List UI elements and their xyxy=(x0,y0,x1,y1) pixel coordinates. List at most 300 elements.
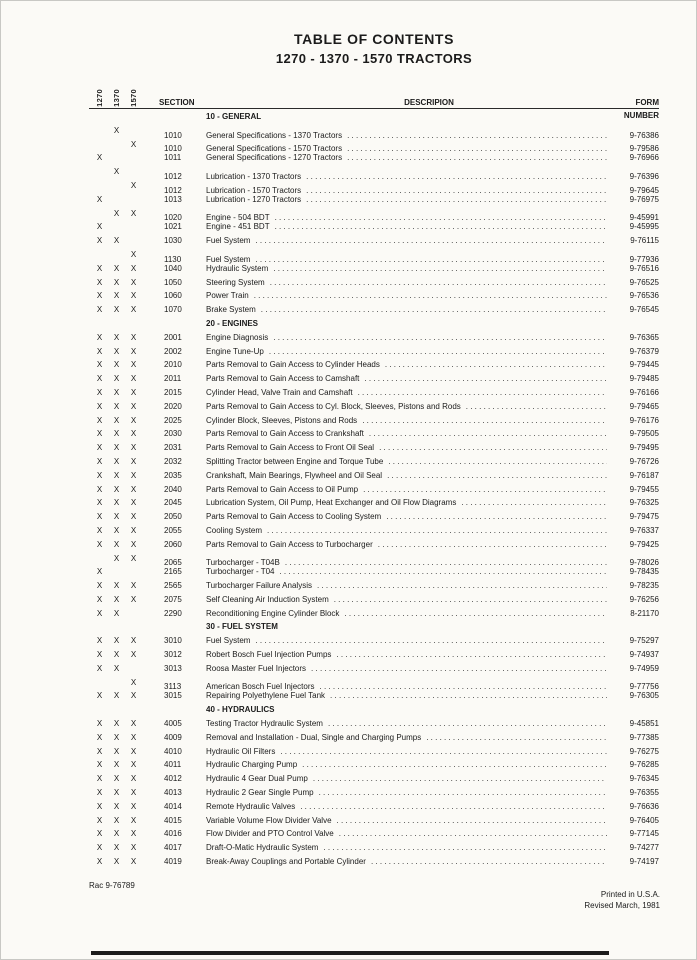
x-blank xyxy=(91,165,108,179)
toc-row xyxy=(89,579,659,593)
section-number: 2011 xyxy=(164,374,182,384)
entry-description: Hydraulic 2 Gear Single Pump xyxy=(206,788,314,798)
toc-row xyxy=(89,386,659,400)
form-number: 9-76166 xyxy=(629,387,659,397)
x-mark: X xyxy=(130,263,137,273)
dot-leader xyxy=(378,538,607,552)
entry-description: Engine Diagnosis xyxy=(206,332,269,342)
toc-row xyxy=(89,414,659,428)
x-mark: X xyxy=(96,277,103,287)
form-number: 9-74937 xyxy=(629,650,659,660)
form-number: 9-79425 xyxy=(629,539,659,549)
dot-leader xyxy=(269,345,607,359)
group-heading-text: 40 - HYDRAULICS xyxy=(206,705,275,715)
dot-leader xyxy=(275,220,607,234)
form-number: 9-78026 xyxy=(629,558,659,568)
dot-leader xyxy=(336,648,607,662)
model-flags xyxy=(89,455,145,469)
x-mark: X xyxy=(113,539,120,549)
model-flags xyxy=(89,386,145,400)
x-mark: X xyxy=(96,581,103,591)
x-mark: X xyxy=(96,650,103,660)
form-number: 9-79465 xyxy=(629,401,659,411)
x-mark: X xyxy=(96,401,103,411)
section-number: 2001 xyxy=(164,332,182,342)
toc-row xyxy=(89,593,659,607)
toc-row xyxy=(89,124,659,138)
model-flags xyxy=(89,786,145,800)
dot-leader xyxy=(323,841,607,855)
section-number: 2020 xyxy=(164,401,182,411)
x-mark: X xyxy=(130,498,137,508)
dot-leader xyxy=(385,358,607,372)
x-blank xyxy=(125,220,142,234)
entry-description: Variable Volume Flow Divider Valve xyxy=(206,815,332,825)
model-flags xyxy=(89,165,145,179)
x-blank xyxy=(125,151,142,165)
toc-row xyxy=(89,510,659,524)
toc-row xyxy=(89,441,659,455)
x-mark: X xyxy=(96,415,103,425)
form-number: 9-79645 xyxy=(629,185,659,195)
section-number: 1013 xyxy=(164,194,182,204)
section-number: 1030 xyxy=(164,236,182,246)
x-blank xyxy=(125,124,142,138)
form-number: 9-76285 xyxy=(629,760,659,770)
column-header-section: SECTION xyxy=(159,98,195,107)
dot-leader xyxy=(371,855,607,869)
section-number: 1050 xyxy=(164,277,182,287)
x-mark: X xyxy=(113,525,120,535)
dot-leader xyxy=(369,427,607,441)
dot-leader xyxy=(280,745,607,759)
x-mark: X xyxy=(130,443,137,453)
x-blank xyxy=(125,607,142,621)
x-mark: X xyxy=(113,553,120,563)
x-mark: X xyxy=(96,236,103,246)
model-flags xyxy=(89,372,145,386)
form-number: 9-76115 xyxy=(630,236,659,246)
dot-leader xyxy=(273,262,607,276)
x-mark: X xyxy=(130,760,137,770)
entry-description: Cylinder Block, Sleeves, Pistons and Rods xyxy=(206,415,358,425)
model-flags xyxy=(89,345,145,359)
toc-row xyxy=(89,717,659,731)
x-mark: X xyxy=(130,332,137,342)
x-mark: X xyxy=(130,429,137,439)
form-number: 9-77385 xyxy=(629,732,659,742)
group-heading-text: 20 - ENGINES xyxy=(206,318,259,328)
form-number: 9-79586 xyxy=(629,144,659,154)
section-number: 4015 xyxy=(164,815,182,825)
x-mark: X xyxy=(130,581,137,591)
x-blank xyxy=(125,662,142,676)
section-number: 4017 xyxy=(164,843,182,853)
section-number: 2290 xyxy=(164,608,182,618)
x-blank xyxy=(125,165,142,179)
page-title: TABLE OF CONTENTS xyxy=(293,31,455,47)
form-number: 9-76256 xyxy=(629,594,659,604)
form-number: 9-76379 xyxy=(629,346,659,356)
model-flags xyxy=(89,648,145,662)
footer-print-info xyxy=(584,890,660,911)
form-number: 9-45995 xyxy=(629,222,659,232)
toc-row xyxy=(89,276,659,290)
section-number: 3010 xyxy=(164,636,182,646)
toc-row xyxy=(89,207,659,221)
x-blank xyxy=(91,124,108,138)
section-number: 2025 xyxy=(164,415,182,425)
dot-leader xyxy=(358,386,607,400)
x-mark: X xyxy=(113,732,120,742)
model-flags xyxy=(89,689,145,703)
dot-leader xyxy=(466,400,607,414)
page-subtitle: 1270 - 1370 - 1570 TRACTORS xyxy=(275,51,473,66)
form-number: 9-76187 xyxy=(629,470,659,480)
x-blank xyxy=(108,151,125,165)
x-mark: X xyxy=(113,774,120,784)
form-number: 9-75297 xyxy=(629,636,659,646)
x-mark: X xyxy=(113,719,120,729)
dot-leader xyxy=(339,827,607,841)
x-mark: X xyxy=(113,843,120,853)
section-number: 2050 xyxy=(164,512,182,522)
x-blank xyxy=(108,193,125,207)
entry-description: General Specifications - 1270 Tractors xyxy=(206,153,343,163)
model-column-headers xyxy=(91,80,142,107)
x-blank xyxy=(91,207,108,221)
x-mark: X xyxy=(96,691,103,701)
toc-row xyxy=(89,483,659,497)
x-mark: X xyxy=(130,512,137,522)
dot-leader xyxy=(461,496,607,510)
section-number: 2060 xyxy=(164,539,182,549)
model-flags xyxy=(89,772,145,786)
x-mark: X xyxy=(96,525,103,535)
model-flags xyxy=(89,207,145,221)
x-mark: X xyxy=(96,774,103,784)
x-mark: X xyxy=(96,801,103,811)
section-number: 2045 xyxy=(164,498,182,508)
entry-description: Fuel System xyxy=(206,236,251,246)
entry-description: American Bosch Fuel Injectors xyxy=(206,682,315,692)
model-flags xyxy=(89,289,145,303)
toc-row xyxy=(89,455,659,469)
form-number: 9-79455 xyxy=(629,484,659,494)
x-mark: X xyxy=(113,236,120,246)
x-blank xyxy=(91,676,108,690)
entry-description: Cooling System xyxy=(206,525,263,535)
entry-description: Steering System xyxy=(206,277,265,287)
dot-leader xyxy=(300,800,607,814)
x-mark: X xyxy=(96,291,103,301)
entry-description: Robert Bosch Fuel Injection Pumps xyxy=(206,650,332,660)
model-column-1270 xyxy=(91,80,108,107)
entry-description: Remote Hydraulic Valves xyxy=(206,801,296,811)
x-mark: X xyxy=(113,360,120,370)
toc-row xyxy=(89,427,659,441)
toc-row xyxy=(89,358,659,372)
toc-row xyxy=(89,331,659,345)
x-mark: X xyxy=(130,677,137,687)
entry-description: General Specifications - 1370 Tractors xyxy=(206,130,343,140)
model-flags xyxy=(89,358,145,372)
model-flags xyxy=(89,841,145,855)
dot-leader xyxy=(328,717,607,731)
x-mark: X xyxy=(113,581,120,591)
x-mark: X xyxy=(130,360,137,370)
x-mark: X xyxy=(130,470,137,480)
x-mark: X xyxy=(130,539,137,549)
model-flags xyxy=(89,524,145,538)
x-blank xyxy=(91,552,108,566)
group-heading-row xyxy=(89,110,659,124)
toc-row xyxy=(89,165,659,179)
x-mark: X xyxy=(130,553,137,563)
form-number: 9-74277 xyxy=(629,843,659,853)
toc-rows xyxy=(89,109,659,869)
toc-row xyxy=(89,234,659,248)
x-mark: X xyxy=(113,401,120,411)
section-number: 2002 xyxy=(164,346,182,356)
form-number: 9-79445 xyxy=(629,360,659,370)
x-mark: X xyxy=(96,194,103,204)
x-mark: X xyxy=(130,346,137,356)
section-number: 1021 xyxy=(164,222,182,232)
scan-artifact-bar xyxy=(91,951,609,955)
form-number: 9-76337 xyxy=(629,525,659,535)
x-blank xyxy=(108,179,125,193)
toc-row xyxy=(89,607,659,621)
section-number: 1011 xyxy=(164,153,182,163)
model-flags xyxy=(89,579,145,593)
model-flags xyxy=(89,538,145,552)
dot-leader xyxy=(362,414,607,428)
entry-description: Parts Removal to Gain Access to Cyl. Block, Sleeves, Pistons and Rods xyxy=(206,401,461,411)
x-mark: X xyxy=(130,857,137,867)
form-number: 9-78435 xyxy=(629,567,659,577)
section-number: 4010 xyxy=(164,746,182,756)
entry-description: Engine - 504 BDT xyxy=(206,213,270,223)
x-blank xyxy=(125,193,142,207)
x-mark: X xyxy=(130,594,137,604)
model-flags xyxy=(89,662,145,676)
model-flags xyxy=(89,827,145,841)
dot-leader xyxy=(337,814,607,828)
form-number: 9-76345 xyxy=(629,774,659,784)
section-number: 2032 xyxy=(164,456,182,466)
column-header-description: DESCRIPION xyxy=(404,98,454,107)
entry-description: Power Train xyxy=(206,291,249,301)
x-mark: X xyxy=(96,332,103,342)
x-mark: X xyxy=(96,429,103,439)
form-number: 9-76966 xyxy=(629,153,659,163)
x-mark: X xyxy=(96,608,103,618)
x-mark: X xyxy=(130,305,137,315)
section-number: 2030 xyxy=(164,429,182,439)
model-flags xyxy=(89,565,145,579)
x-mark: X xyxy=(113,650,120,660)
x-mark: X xyxy=(130,746,137,756)
model-flags xyxy=(89,496,145,510)
section-number: 1070 xyxy=(164,305,182,315)
x-mark: X xyxy=(113,815,120,825)
form-number: 9-76525 xyxy=(629,277,659,287)
toc-row xyxy=(89,689,659,703)
dot-leader xyxy=(261,303,607,317)
x-mark: X xyxy=(113,346,120,356)
form-number: 9-76516 xyxy=(629,263,659,273)
form-number: 9-76536 xyxy=(629,291,659,301)
toc-row xyxy=(89,372,659,386)
entry-description: Lubrication System, Oil Pump, Heat Exchanger and Oil Flow Diagrams xyxy=(206,498,457,508)
x-blank xyxy=(108,565,125,579)
section-number: 4013 xyxy=(164,788,182,798)
form-number: 9-74197 xyxy=(629,857,659,867)
dot-leader xyxy=(279,565,607,579)
model-label-1270: 1270 xyxy=(95,89,104,107)
dot-leader xyxy=(254,289,607,303)
entry-description: Turbocharger - T04 xyxy=(206,567,275,577)
x-mark: X xyxy=(130,139,137,149)
model-flags xyxy=(89,593,145,607)
form-number: 9-77756 xyxy=(629,682,659,692)
dot-leader xyxy=(334,593,607,607)
form-number: 9-79505 xyxy=(629,429,659,439)
section-number: 1020 xyxy=(164,213,182,223)
entry-description: Parts Removal to Gain Access to Crankshaft xyxy=(206,429,364,439)
section-number: 3013 xyxy=(164,663,182,673)
x-mark: X xyxy=(113,374,120,384)
entry-description: Break-Away Couplings and Portable Cylinder xyxy=(206,857,366,867)
model-flags xyxy=(89,262,145,276)
group-heading-row xyxy=(89,317,659,331)
section-number: 4019 xyxy=(164,857,182,867)
dot-leader xyxy=(347,151,607,165)
form-number: 9-79485 xyxy=(629,374,659,384)
toc-row xyxy=(89,827,659,841)
entry-description: Engine Tune-Up xyxy=(206,346,264,356)
entry-description: Parts Removal to Gain Access to Cylinder Heads xyxy=(206,360,380,370)
model-flags xyxy=(89,220,145,234)
form-number: 9-45991 xyxy=(629,213,659,223)
x-mark: X xyxy=(113,415,120,425)
toc-row xyxy=(89,552,659,566)
dot-leader xyxy=(344,607,607,621)
x-mark: X xyxy=(96,636,103,646)
model-flags xyxy=(89,483,145,497)
section-number: 2165 xyxy=(164,567,182,577)
x-mark: X xyxy=(113,277,120,287)
entry-description: Engine - 451 BDT xyxy=(206,222,270,232)
dot-leader xyxy=(255,634,607,648)
form-number: 9-76305 xyxy=(629,691,659,701)
form-number: 9-76176 xyxy=(629,415,659,425)
entry-description: Lubrication - 1270 Tractors xyxy=(206,194,302,204)
x-mark: X xyxy=(96,498,103,508)
model-flags xyxy=(89,510,145,524)
section-number: 4009 xyxy=(164,732,182,742)
toc-row xyxy=(89,538,659,552)
x-blank xyxy=(108,676,125,690)
toc-row xyxy=(89,524,659,538)
x-mark: X xyxy=(96,843,103,853)
section-number: 2065 xyxy=(164,558,182,568)
section-number: 1010 xyxy=(164,130,182,140)
entry-description: Fuel System xyxy=(206,636,251,646)
toc-row xyxy=(89,469,659,483)
form-number: 9-76545 xyxy=(629,305,659,315)
x-mark: X xyxy=(130,208,137,218)
toc-row xyxy=(89,745,659,759)
dot-leader xyxy=(273,331,607,345)
model-flags xyxy=(89,193,145,207)
x-mark: X xyxy=(113,663,120,673)
model-flags xyxy=(89,855,145,869)
x-mark: X xyxy=(96,374,103,384)
x-mark: X xyxy=(96,857,103,867)
x-mark: X xyxy=(113,801,120,811)
group-heading-text: 10 - GENERAL xyxy=(206,112,262,121)
x-blank xyxy=(91,248,108,262)
dot-leader xyxy=(388,455,607,469)
x-blank xyxy=(125,234,142,248)
x-mark: X xyxy=(130,691,137,701)
model-flags xyxy=(89,552,145,566)
form-number: 9-76365 xyxy=(629,332,659,342)
x-mark: X xyxy=(113,484,120,494)
x-blank xyxy=(91,138,108,152)
column-header-number: NUMBER xyxy=(623,111,659,120)
entry-description: Draft-O-Matic Hydraulic System xyxy=(206,843,319,853)
x-mark: X xyxy=(96,512,103,522)
page-title-block xyxy=(89,31,659,66)
x-mark: X xyxy=(96,456,103,466)
x-mark: X xyxy=(113,208,120,218)
x-mark: X xyxy=(113,429,120,439)
model-flags xyxy=(89,151,145,165)
form-number: 9-76405 xyxy=(629,815,659,825)
model-flags xyxy=(89,758,145,772)
x-mark: X xyxy=(130,401,137,411)
model-flags xyxy=(89,607,145,621)
x-mark: X xyxy=(130,387,137,397)
dot-leader xyxy=(387,469,607,483)
section-number: 2075 xyxy=(164,594,182,604)
model-flags xyxy=(89,400,145,414)
group-heading-row xyxy=(89,703,659,717)
form-number: 9-45851 xyxy=(629,719,659,729)
section-number: 4016 xyxy=(164,829,182,839)
entry-description: Parts Removal to Gain Access to Front Oil Seal xyxy=(206,443,375,453)
x-mark: X xyxy=(130,719,137,729)
x-mark: X xyxy=(113,829,120,839)
form-number: 9-78235 xyxy=(629,581,659,591)
section-number: 2040 xyxy=(164,484,182,494)
section-number: 4012 xyxy=(164,774,182,784)
form-number: 9-76636 xyxy=(629,801,659,811)
entry-description: Turbocharger Failure Analysis xyxy=(206,581,312,591)
section-number: 1040 xyxy=(164,263,182,273)
x-blank xyxy=(108,138,125,152)
x-mark: X xyxy=(113,498,120,508)
entry-description: Parts Removal to Gain Access to Camshaft xyxy=(206,374,360,384)
section-number: 1060 xyxy=(164,291,182,301)
toc-row xyxy=(89,634,659,648)
column-header-form: FORM xyxy=(635,98,659,107)
x-mark: X xyxy=(130,801,137,811)
model-flags xyxy=(89,717,145,731)
